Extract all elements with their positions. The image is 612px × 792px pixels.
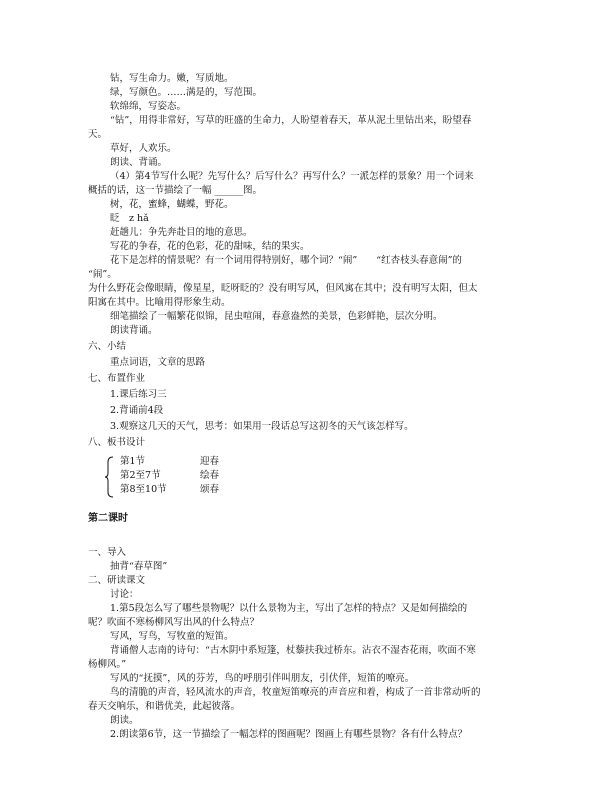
text-line: 朗读背诵。 (110, 325, 158, 336)
lesson-title: 第二课时 (88, 513, 128, 524)
text-line: 细笔描绘了一幅繁花似锦，昆虫喧闹，春意盎然的美景，色彩鲜艳，层次分明。 (110, 311, 443, 322)
text-line: 花下是怎样的情景呢？有一个词用得特别好，哪个词？“闹” “红杏枝头春意闹”的 (110, 255, 462, 266)
text-line: 重点词语，文章的思路 (110, 357, 206, 368)
section-heading: 六、小结 (88, 341, 127, 352)
text-line: 2.朗读第6节，这一节描绘了一幅怎样的图画呢？图画上有哪些景物？各有什么特点？ (110, 729, 468, 740)
text-line: 背诵僧人志南的诗句：“古木阴中系短篷，杖藜扶我过桥东。沾衣不湿杏花雨，吹面不寒 (110, 645, 476, 656)
board-section: 第1节 (120, 456, 146, 467)
board-theme: 绘春 (200, 470, 220, 481)
text-line: “钻”，用得非常好，写草的旺盛的生命力，人盼望着春天，革从泥土里钻出来，盼望春 (110, 115, 472, 126)
section-heading: 一、导入 (88, 547, 127, 558)
text-line: 朗读。 (110, 715, 139, 726)
text-line: 草好，人欢乐。 (110, 143, 177, 154)
text-line: 2.背诵前4段 (110, 405, 164, 416)
board-theme: 迎春 (200, 456, 220, 467)
text-line: 讨论： (110, 589, 139, 600)
text-line: 钻，写生命力。嫩，写质地。 (110, 73, 234, 84)
text-line: 为什么野花会像眼睛，像星星，眨呀眨的？没有明写风，但风寓在其中；没有明写太阳，但太 (88, 283, 478, 294)
board-theme: 颂春 (200, 484, 220, 495)
text-line: 绿，写颜色。……满是的，写范围。 (110, 87, 263, 98)
text-line: （4）第4节写什么呢？先写什么？后写什么？再写什么？一派怎样的景象？用一个词来 (110, 171, 474, 182)
text-line: 抽背“春草图” (110, 561, 168, 572)
text-line: 眨 z hǎ (110, 213, 149, 224)
text-line: 赶趟儿：争先奔赴目的地的意思。 (110, 227, 253, 238)
text-line: 树，花，蜜蜂，蝴蝶，野花。 (110, 199, 234, 210)
text-line: 软绵绵，写姿态。 (110, 101, 187, 112)
section-heading: 七、布置作业 (88, 373, 146, 384)
brace-icon (104, 456, 114, 498)
board-section: 第8至10节 (120, 484, 167, 495)
text-line: 阳寓在其中。比喻用得形象生动。 (88, 297, 231, 308)
text-line: 写花的争春，花的色彩，花的甜味，结的果实。 (110, 241, 310, 252)
text-line: 天。 (88, 129, 108, 140)
text-line: 春天交响乐，和谐优美，此起彼落。 (88, 701, 241, 712)
text-line: 朗读、背诵。 (110, 157, 168, 168)
text-line: 写风的“抚摸”，风的芬芳，鸟的呼朋引伴叫朋友，引伏伴，短笛的嘹亮。 (110, 673, 415, 684)
section-heading: 二、研读课文 (88, 575, 146, 586)
text-line: 3.观察这几天的天气，思考：如果用一段话总写这初冬的天气该怎样写。 (110, 421, 414, 432)
text-line: 1.课后练习三 (110, 389, 167, 400)
text-line: 写风，写鸟，写牧童的短笛。 (110, 631, 234, 642)
text-line: 1.第5段怎么写了哪些景物呢？以什么景物为主，写出了怎样的特点？又是如何描绘的 (110, 603, 468, 614)
text-line: 杨柳风。” (88, 659, 127, 670)
section-heading: 八、板书设计 (88, 437, 146, 448)
text-line: 鸟的清脆的声音，轻风流水的声音，牧童短笛嘹亮的声音应和着，构成了一首非常动听的 (110, 687, 481, 698)
text-line: “闹”。 (88, 269, 117, 280)
text-line: 概括的话，这一节描绘了一幅 ______图。 (88, 185, 263, 196)
board-section: 第2至7节 (120, 470, 161, 481)
text-line: 呢？吹面不寒杨柳风写出风的什么特点？ (88, 617, 260, 628)
